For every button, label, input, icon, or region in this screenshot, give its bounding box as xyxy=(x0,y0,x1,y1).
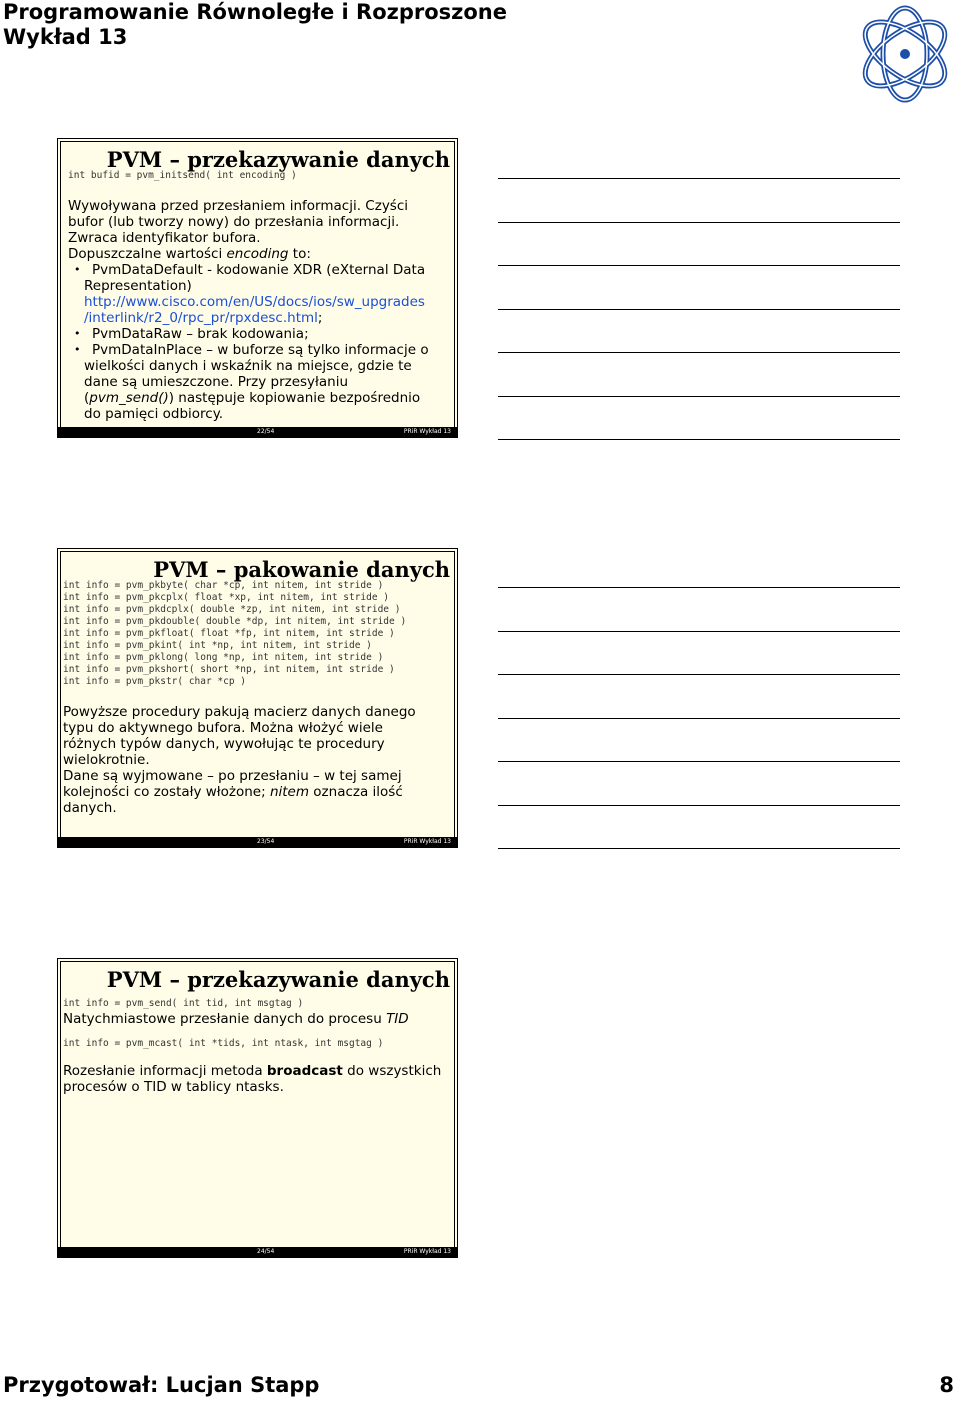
text-span: to: xyxy=(288,246,311,262)
note-line xyxy=(498,761,900,762)
slide-footer xyxy=(58,837,457,847)
slide-body xyxy=(68,198,429,422)
university-logo-icon xyxy=(852,2,958,106)
slide-title: PVM – przekazywanie danych xyxy=(106,147,450,172)
text-span: do wszystkich xyxy=(342,1063,442,1079)
notes-lines xyxy=(498,587,900,892)
text-line xyxy=(68,246,429,262)
text-line xyxy=(63,784,416,800)
text-span: ( xyxy=(84,390,90,406)
text-span: kolejności co zostały włożone; xyxy=(63,784,270,800)
text-line: Wywoływana przed przesłaniem informacji. Czyści xyxy=(68,198,409,214)
slide-24 xyxy=(57,958,458,1258)
code-line: int info = pvm_pkdouble( double *dp, int nitem, int stride ) xyxy=(63,616,407,627)
slide-number: 24/54 xyxy=(257,1248,275,1255)
note-line xyxy=(498,222,900,223)
code-block xyxy=(63,580,406,688)
slide-frame xyxy=(60,961,455,1255)
note-line xyxy=(498,178,900,179)
text-line xyxy=(68,390,429,406)
slide-body xyxy=(63,704,416,816)
author-credit: Przygotował: Lucjan Stapp xyxy=(3,1373,320,1397)
code-line: int info = pvm_pkdcplx( double *zp, int nitem, int stride ) xyxy=(63,604,401,615)
text-line: procesów o TID w tablicy ntasks. xyxy=(63,1079,284,1095)
bullet-item: • PvmDataRaw – brak kodowania; xyxy=(68,326,429,342)
text-line: dane są umieszczone. Przy przesyłaniu xyxy=(84,374,349,390)
slide-frame xyxy=(60,141,455,435)
text-span: Dopuszczalne wartości xyxy=(68,246,227,262)
text-line: różnych typów danych, wywołując te procedury xyxy=(63,736,385,752)
text-bold: broadcast xyxy=(266,1063,343,1079)
text-line: wielkości danych i wskaźnik na miejsce, gdzie te xyxy=(84,358,412,374)
note-line xyxy=(498,718,900,719)
text-italic: TID xyxy=(386,1011,409,1027)
note-line xyxy=(498,848,900,849)
note-line xyxy=(498,631,900,632)
slide-footer-label: PRiR Wykład 13 xyxy=(403,428,451,435)
text-span: oznacza ilość xyxy=(309,784,403,800)
text-line: typu do aktywnego bufora. Można włożyć wiele xyxy=(63,720,383,736)
link[interactable]: /interlink/r2_0/rpc_pr/rpxdesc.html xyxy=(84,310,318,326)
text-line: Representation) xyxy=(84,278,192,294)
text-italic: nitem xyxy=(269,784,309,800)
text-line: do pamięci odbiorcy. xyxy=(84,406,224,422)
slide-frame xyxy=(60,551,455,845)
text-span: ) następuje kopiowanie bezpośrednio xyxy=(168,390,421,406)
code-line: int info = pvm_send( int tid, int msgtag ) xyxy=(63,998,304,1009)
text-span: Natychmiastowe przesłanie danych do procesu xyxy=(63,1011,387,1027)
slide-footer-label: PRiR Wykład 13 xyxy=(403,1248,451,1255)
code-line: int info = pvm_mcast( int *tids, int ntask, int msgtag ) xyxy=(63,1038,384,1049)
text-span: Rozesłanie informacji metoda xyxy=(63,1063,267,1079)
note-line xyxy=(498,439,900,440)
code-line: int info = pvm_pkfloat( float *fp, int nitem, int stride ) xyxy=(63,628,395,639)
code-line: int info = pvm_pkshort( short *np, int nitem, int stride ) xyxy=(63,664,395,675)
note-line xyxy=(498,674,900,675)
text-line: bufor (lub tworzy nowy) do przesłania informacji. xyxy=(68,214,400,230)
text-span: ; xyxy=(317,310,323,326)
text-line xyxy=(63,1063,441,1079)
code-line: int info = pvm_pklong( long *np, int nitem, int stride ) xyxy=(63,652,384,663)
text-italic: encoding xyxy=(226,246,289,262)
slide-footer xyxy=(58,1247,457,1257)
text-line xyxy=(68,310,429,326)
code-line: int info = pvm_pkint( int *np, int nitem, int stride ) xyxy=(63,640,372,651)
text-line: Powyższe procedury pakują macierz danych danego xyxy=(63,704,416,720)
slide-footer xyxy=(58,427,457,437)
code-line: int info = pvm_pkcplx( float *xp, int nitem, int stride ) xyxy=(63,592,390,603)
bullet-item: • PvmDataInPlace – w buforze są tylko informacje o xyxy=(68,342,429,358)
text-line: Dane są wyjmowane – po przesłaniu – w tej samej xyxy=(63,768,402,784)
code-line: int info = pvm_pkbyte( char *cp, int nitem, int stride ) xyxy=(63,580,384,591)
note-line xyxy=(498,265,900,266)
document-title: Programowanie Równoległe i Rozproszone xyxy=(3,0,507,24)
slide-title: PVM – przekazywanie danych xyxy=(106,967,450,992)
note-line xyxy=(498,396,900,397)
slide-number: 22/54 xyxy=(257,428,275,435)
code-line: int info = pvm_pkstr( char *cp ) xyxy=(63,676,247,687)
note-line xyxy=(498,309,900,310)
note-line xyxy=(498,805,900,806)
slide-footer-label: PRiR Wykład 13 xyxy=(403,838,451,845)
text-line: Zwraca identyfikator bufora. xyxy=(68,230,261,246)
text-line xyxy=(63,1011,409,1027)
link[interactable]: http://www.cisco.com/en/US/docs/ios/sw_upgrades xyxy=(84,294,425,310)
slide-23 xyxy=(57,548,458,848)
slide-22 xyxy=(57,138,458,438)
note-line xyxy=(498,352,900,353)
bullet-item: • PvmDataDefault - kodowanie XDR (eXternal Data xyxy=(68,262,429,278)
notes-lines xyxy=(498,178,900,483)
code-line: int bufid = pvm_initsend( int encoding ) xyxy=(68,170,297,181)
text-italic: pvm_send() xyxy=(89,390,169,406)
slide-number: 23/54 xyxy=(257,838,275,845)
page-number: 8 xyxy=(939,1373,954,1397)
slide-title: PVM – pakowanie danych xyxy=(153,557,450,582)
text-line: danych. xyxy=(63,800,117,816)
text-line: wielokrotnie. xyxy=(63,752,150,768)
note-line xyxy=(498,587,900,588)
lecture-number: Wykład 13 xyxy=(3,25,128,49)
